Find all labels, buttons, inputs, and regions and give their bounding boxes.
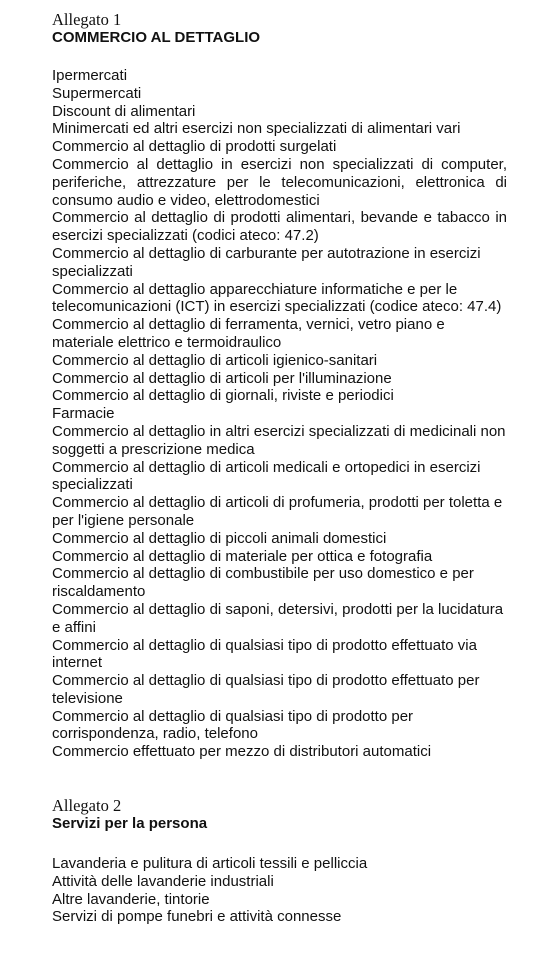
list-item: Lavanderia e pulitura di articoli tessili e pelliccia: [52, 855, 368, 873]
list-item: Servizi di pompe funebri e attività connesse: [52, 908, 342, 926]
list-item: Commercio al dettaglio in esercizi non specializzati di computer, periferiche, attrezzature per le telecomunicazioni, elettronica di consumo audio e video, elettrodomestici: [52, 155, 507, 209]
list-item: Commercio al dettaglio di prodotti surgelati: [52, 138, 337, 156]
list-item: Minimercati ed altri esercizi non specializzati di alimentari vari: [52, 120, 461, 138]
section-title: Servizi per la persona: [52, 815, 208, 833]
list-item: Commercio al dettaglio di articoli igienico-sanitari: [52, 351, 378, 369]
list-item: Discount di alimentari: [52, 102, 196, 120]
list-item: Commercio al dettaglio di saponi, detersivi, prodotti per la lucidatura e affini: [52, 600, 504, 636]
list-item: Commercio al dettaglio di combustibile per uso domestico e per riscaldamento: [52, 565, 474, 601]
list-item: Commercio al dettaglio in altri esercizi specializzati di medicinali non soggetti a prescrizione medica: [52, 422, 506, 458]
section-label: Allegato 1: [52, 10, 122, 29]
list-item: Commercio al dettaglio di articoli per l'illuminazione: [52, 369, 392, 387]
list-item: Commercio al dettaglio di piccoli animali domestici: [52, 529, 387, 547]
list-item: Commercio al dettaglio di prodotti alimentari, bevande e tabacco in esercizi specializzati (codici ateco: 47.2): [52, 209, 507, 245]
list-item: Commercio al dettaglio di qualsiasi tipo di prodotto per corrispondenza, radio, telefono: [52, 707, 414, 743]
section-title: COMMERCIO AL DETTAGLIO: [52, 29, 261, 46]
list-item: Commercio al dettaglio di articoli di profumeria, prodotti per toletta e per l'igiene personale: [52, 494, 503, 529]
list-item: Commercio al dettaglio di materiale per ottica e fotografia: [52, 547, 433, 565]
list-item: Farmacie: [52, 405, 115, 423]
allegato-1-section: [52, 10, 507, 761]
list-item: Commercio al dettaglio apparecchiature informatiche e per le telecomunicazioni (ICT) in esercizi specializzati (codice ateco: 47.4): [52, 280, 502, 316]
list-item: Supermercati: [52, 84, 142, 102]
list-item: Commercio al dettaglio di ferramenta, vernici, vetro piano e materiale elettrico e termoidraulico: [52, 316, 445, 351]
activity-list: [52, 855, 507, 926]
list-item: Commercio effettuato per mezzo di distributori automatici: [52, 743, 432, 761]
section-label: Allegato 2: [52, 796, 122, 816]
list-item: Commercio al dettaglio di qualsiasi tipo di prodotto effettuato per televisione: [52, 672, 480, 707]
list-item: Commercio al dettaglio di carburante per autotrazione in esercizi specializzati: [52, 244, 481, 280]
activity-list: [52, 67, 507, 761]
list-item: Commercio al dettaglio di qualsiasi tipo di prodotto effettuato via internet: [52, 636, 477, 672]
list-item: Ipermercati: [52, 67, 128, 84]
allegato-2-section: [52, 796, 507, 926]
list-item: Commercio al dettaglio di giornali, riviste e periodici: [52, 387, 394, 405]
list-item: Commercio al dettaglio di articoli medicali e ortopedici in esercizi specializzati: [52, 458, 481, 494]
list-item: Altre lavanderie, tintorie: [52, 890, 210, 908]
document-page: [52, 10, 507, 926]
list-item: Attività delle lavanderie industriali: [52, 872, 274, 890]
